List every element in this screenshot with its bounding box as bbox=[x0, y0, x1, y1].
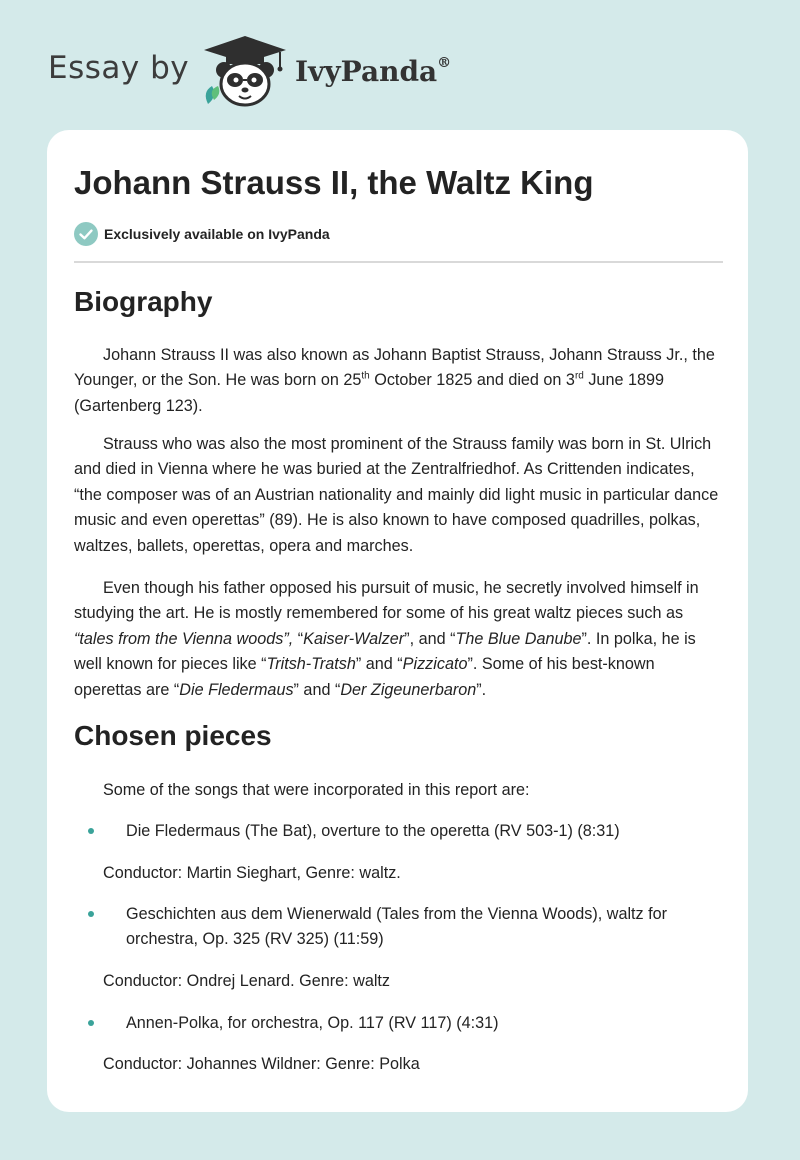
p3-title-tales: “tales from the Vienna woods”, bbox=[74, 629, 294, 648]
p3-title-tritsh-tratsh: Tritsh-Tratsh bbox=[266, 655, 356, 674]
list-item bbox=[74, 902, 714, 953]
list-item bbox=[74, 819, 714, 844]
exclusive-badge bbox=[74, 222, 330, 246]
piece-conductor: Conductor: Johannes Wildner: Genre: Polka bbox=[103, 1055, 420, 1073]
essay-card bbox=[47, 130, 748, 1112]
p3-text-2: “ bbox=[293, 629, 304, 648]
p3-text-8: ”. bbox=[476, 680, 487, 699]
p3-text-4: ”. In polka, he is well known for pieces like “ bbox=[74, 629, 696, 674]
check-circle-icon bbox=[74, 222, 98, 246]
piece-title: Annen-Polka, for orchestra, Op. 117 (RV 117) (4:31) bbox=[126, 1014, 499, 1032]
bullet-dot-icon bbox=[88, 911, 94, 917]
bullet-dot-icon bbox=[88, 1020, 94, 1026]
biography-heading: Biography bbox=[74, 286, 213, 317]
biography-paragraph-2: Strauss who was also the most prominent of the Strauss family was born in St. Ulrich and died in Vienna where he was buried at the Zentralfriedhof. As Crittenden indicates, “the composer was of an Austrian nationality and mainly did light music in particular dance music and even operettas” (89). He is also known to have composed quadrilles, polkas, waltzes, ballets, operettas, opera and marches. bbox=[74, 435, 719, 555]
piece-title: Die Fledermaus (The Bat), overture to the operetta (RV 503-1) (8:31) bbox=[126, 822, 620, 840]
p3-title-pizzicato: Pizzicato bbox=[402, 655, 468, 674]
page-title: Johann Strauss II, the Waltz King bbox=[74, 164, 594, 201]
essay-by-label: Essay by bbox=[48, 50, 190, 86]
biography-paragraph-1 bbox=[74, 343, 724, 419]
brand-name[interactable] bbox=[295, 55, 451, 88]
p1-text-a: Johann Strauss II was also known as Johann Baptist Strauss, Johann Strauss Jr., the Younger, or the Son. He was born on 25 bbox=[74, 346, 715, 390]
p3-title-blue-danube: The Blue Danube bbox=[455, 629, 582, 648]
p3-text-6: ”. Some of his best-known operettas are “ bbox=[74, 655, 655, 699]
p1-sup-th: th bbox=[361, 371, 370, 383]
p3-title-die-fledermaus: Die Fledermaus bbox=[179, 680, 294, 699]
bullet-dot-icon bbox=[88, 828, 94, 834]
chosen-pieces-heading: Chosen pieces bbox=[74, 720, 272, 751]
p3-text-1: Even though his father opposed his pursuit of music, he secretly involved himself in studying the art. He is mostly remembered for some of his great waltz pieces such as bbox=[74, 579, 699, 623]
p1-text-b: October 1825 and died on 3 bbox=[369, 371, 575, 390]
divider bbox=[74, 261, 723, 263]
site-header bbox=[0, 0, 800, 130]
pieces-intro: Some of the songs that were incorporated in this report are: bbox=[103, 781, 530, 799]
piece-title: Geschichten aus dem Wienerwald (Tales from the Vienna Woods), waltz for orchestra, Op. 325 (RV 325) (11:59) bbox=[126, 905, 668, 949]
piece-conductor: Conductor: Martin Sieghart, Genre: waltz. bbox=[103, 864, 401, 882]
biography-paragraph-3 bbox=[74, 576, 724, 703]
p3-text-5: ” and “ bbox=[355, 655, 403, 674]
p1-sup-rd: rd bbox=[574, 371, 584, 383]
registered-mark: ® bbox=[437, 54, 452, 71]
p3-text-3: ”, and “ bbox=[404, 629, 456, 648]
panda-graduation-cap-icon[interactable] bbox=[200, 30, 290, 110]
p1-text-c: June 1899 (Gartenberg 123). bbox=[74, 371, 664, 415]
exclusive-label: Exclusively available on IvyPanda bbox=[104, 226, 330, 242]
p3-text-7: ” and “ bbox=[293, 680, 341, 699]
piece-conductor: Conductor: Ondrej Lenard. Genre: waltz bbox=[103, 972, 391, 990]
brand-text: IvyPanda bbox=[295, 55, 438, 88]
p3-title-kaiser-walzer: Kaiser-Walzer bbox=[303, 629, 405, 648]
p3-title-der-zigeunerbaron: Der Zigeunerbaron bbox=[340, 680, 477, 699]
list-item bbox=[74, 1011, 714, 1036]
